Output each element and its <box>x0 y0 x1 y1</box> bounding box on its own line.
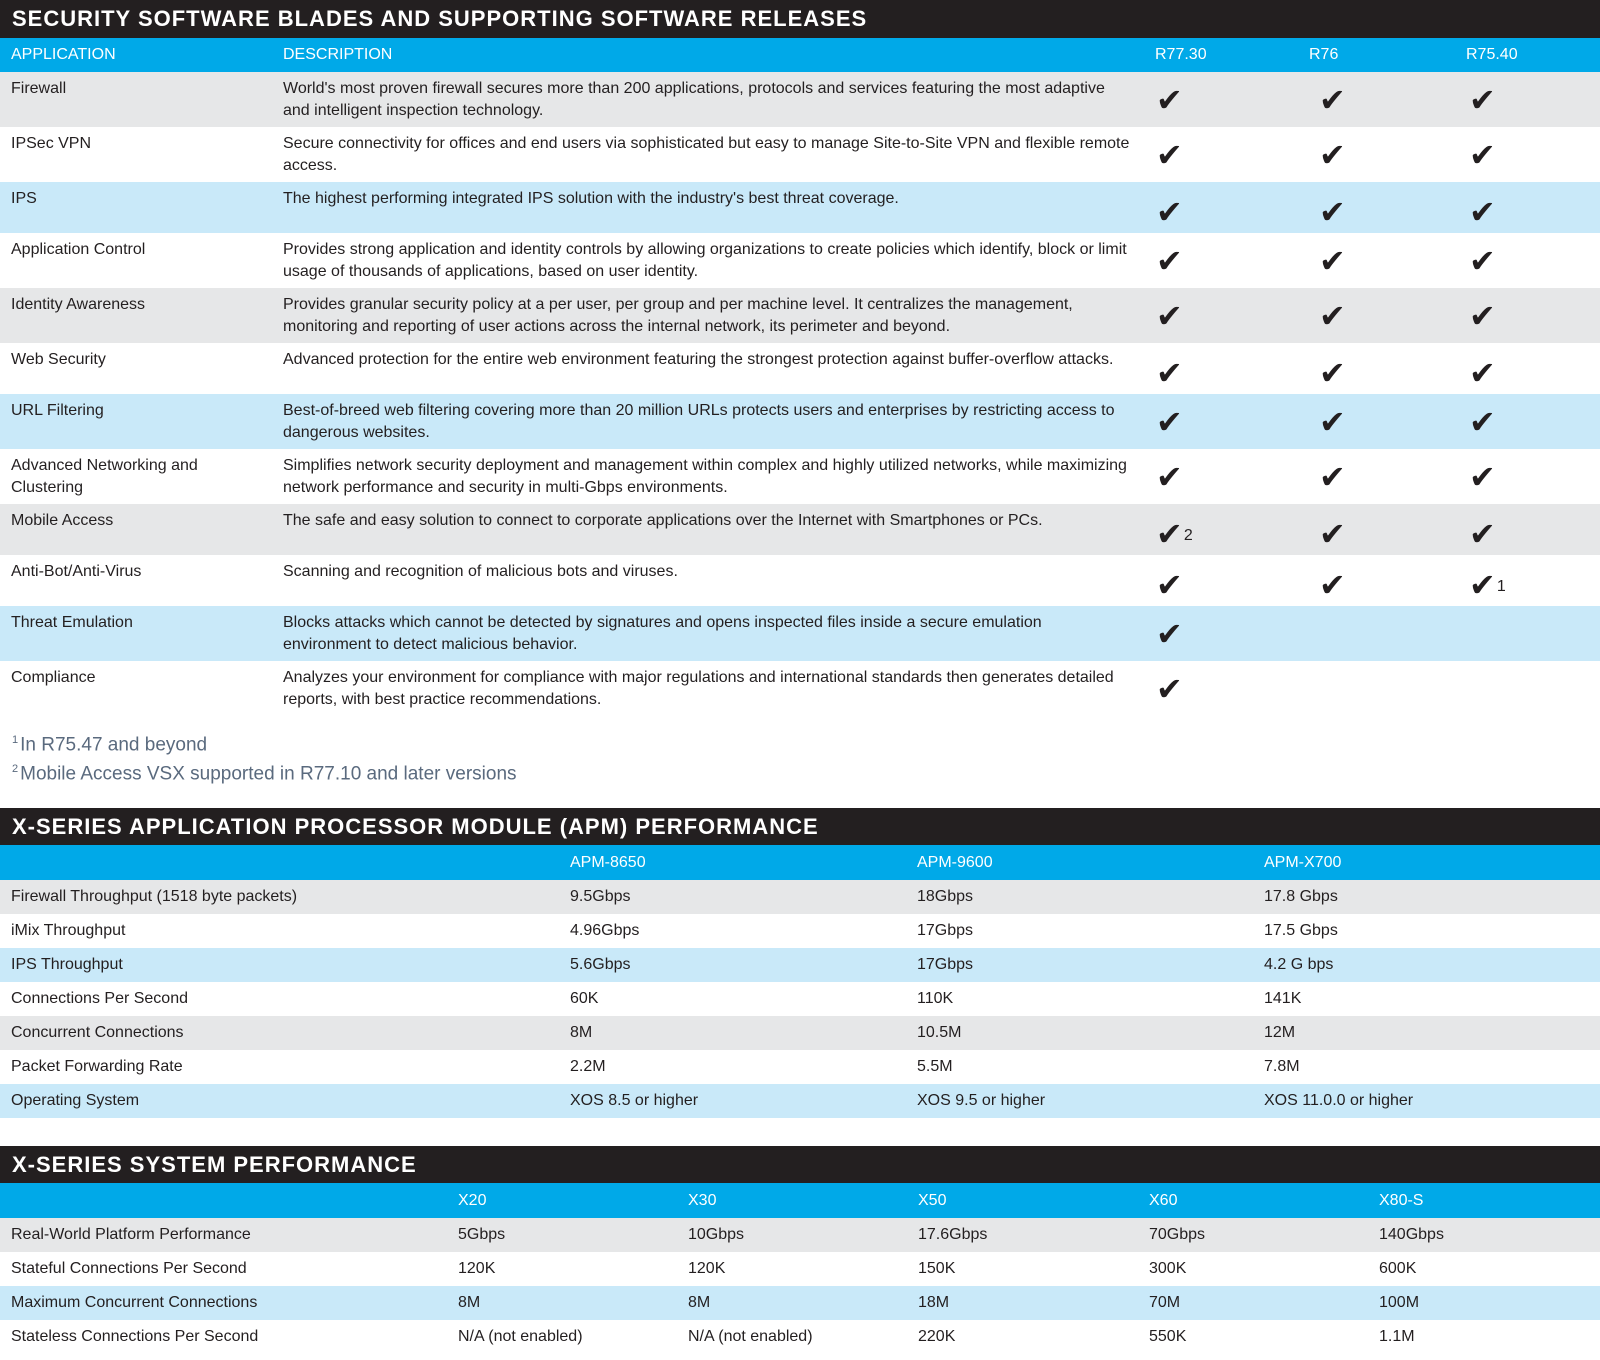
check-icon: ✔ <box>1469 458 1496 496</box>
app-name: Anti-Bot/Anti-Virus <box>11 563 142 580</box>
system-title: X-SERIES SYSTEM PERFORMANCE <box>0 1146 1600 1183</box>
metric-value: 550K <box>1149 1328 1187 1345</box>
metric-value: 600K <box>1379 1260 1417 1277</box>
metric-value: 120K <box>458 1260 496 1277</box>
metric-value: 7.8M <box>1264 1058 1300 1075</box>
footnote-number: 2 <box>12 763 19 775</box>
check-icon: ✔ <box>1469 193 1496 231</box>
header-apm-x700: APM-X700 <box>1264 853 1342 871</box>
app-description: Simplifies network security deployment and management within complex and highly utilized networks, while maximizing network performance and security in multi-Gbps environments. <box>283 457 1127 496</box>
app-description: The safe and easy solution to connect to corporate applications over the Internet with Smartphones or PCs. <box>283 512 1043 529</box>
check-icon: ✔ <box>1469 136 1496 174</box>
table-row <box>0 127 1600 182</box>
app-description: Blocks attacks which cannot be detected by signatures and opens inspected files inside a secure emulation environment to detect malicious behavior. <box>283 614 1042 653</box>
metric-label: iMix Throughput <box>11 922 126 939</box>
table-row <box>0 1252 1600 1286</box>
metric-value: 5.6Gbps <box>570 956 631 973</box>
metric-value: N/A (not enabled) <box>688 1328 813 1345</box>
table-row <box>0 880 1600 914</box>
app-name: Advanced Networking and Clustering <box>11 457 198 496</box>
app-name: Firewall <box>11 80 67 97</box>
check-icon: ✔ <box>1156 81 1183 119</box>
app-description: Best-of-breed web filtering covering more than 20 million URLs protects users and enterprises by restricting access to dangerous websites. <box>283 402 1115 441</box>
metric-label: Packet Forwarding Rate <box>11 1058 183 1075</box>
metric-value: 18M <box>918 1294 950 1311</box>
metric-value: 140Gbps <box>1379 1226 1444 1243</box>
metric-value: 2.2M <box>570 1058 606 1075</box>
table-row <box>0 1084 1600 1118</box>
system-section <box>0 1146 1600 1354</box>
footnote-ref: 2 <box>1183 527 1193 544</box>
system-header-row <box>0 1183 1600 1218</box>
metric-value: XOS 11.0.0 or higher <box>1264 1092 1414 1109</box>
table-row <box>0 1286 1600 1320</box>
header-application: APPLICATION <box>11 46 116 63</box>
header-x80s: X80-S <box>1379 1191 1424 1209</box>
check-icon: ✔ <box>1469 242 1496 280</box>
app-description: Provides granular security policy at a per user, per group and per machine level. It centralizes the management, monitoring and reporting of user actions across the internal network, its perimeter and beyond. <box>283 296 1073 335</box>
table-row <box>0 72 1600 127</box>
table-row <box>0 948 1600 982</box>
footnote-text: Mobile Access VSX supported in R77.10 and later versions <box>20 763 517 785</box>
header-x60: X60 <box>1149 1191 1178 1209</box>
metric-label: Firewall Throughput (1518 byte packets) <box>11 888 298 905</box>
table-row <box>0 555 1600 606</box>
metric-value: 150K <box>918 1260 956 1277</box>
check-icon: ✔ <box>1156 193 1183 231</box>
check-icon: ✔ <box>1156 297 1183 335</box>
metric-value: 8M <box>458 1294 481 1311</box>
table-row <box>0 288 1600 343</box>
header-description: DESCRIPTION <box>283 46 393 63</box>
app-name: Compliance <box>11 669 96 686</box>
metric-value: 17.8 Gbps <box>1264 888 1338 905</box>
app-description: Analyzes your environment for compliance with major regulations and international standards then generates detailed reports, with best practice recommendations. <box>283 669 1114 708</box>
table-row <box>0 343 1600 394</box>
metric-label: Concurrent Connections <box>11 1024 184 1041</box>
footnote-2 <box>0 763 517 785</box>
header-x20: X20 <box>458 1191 487 1209</box>
check-icon: ✔ <box>1156 615 1183 653</box>
check-icon: ✔ <box>1319 403 1346 441</box>
check-icon: ✔ <box>1156 670 1183 708</box>
check-icon: ✔ <box>1156 354 1183 392</box>
app-name: Application Control <box>11 241 146 258</box>
footnote-number: 1 <box>12 734 19 746</box>
table-row <box>0 394 1600 449</box>
metric-value: 9.5Gbps <box>570 888 631 905</box>
metric-value: 17.6Gbps <box>918 1226 988 1243</box>
check-icon: ✔ <box>1319 81 1346 119</box>
table-row <box>0 1050 1600 1084</box>
metric-value: 4.96Gbps <box>570 922 640 939</box>
header-r7540: R75.40 <box>1466 46 1518 63</box>
table-row <box>0 1320 1600 1354</box>
apm-title: X-SERIES APPLICATION PROCESSOR MODULE (APM) PERFORMANCE <box>0 808 1600 845</box>
header-apm-8650: APM-8650 <box>570 853 646 871</box>
metric-value: 17Gbps <box>917 956 974 973</box>
check-icon: ✔ <box>1319 136 1346 174</box>
check-icon: ✔ <box>1319 566 1346 604</box>
metric-value: N/A (not enabled) <box>458 1328 583 1345</box>
metric-value: 300K <box>1149 1260 1187 1277</box>
table-row <box>0 449 1600 504</box>
metric-value: 8M <box>570 1024 593 1041</box>
metric-value: XOS 9.5 or higher <box>917 1092 1046 1109</box>
metric-value: 110K <box>917 990 954 1007</box>
header-apm-9600: APM-9600 <box>917 853 993 871</box>
header-x50: X50 <box>918 1191 947 1209</box>
check-icon: ✔ <box>1469 354 1496 392</box>
table-row <box>0 233 1600 288</box>
check-icon: ✔ <box>1469 81 1496 119</box>
app-name: IPS <box>11 190 37 207</box>
check-icon: ✔ <box>1156 403 1183 441</box>
blades-header-row <box>0 38 1600 72</box>
footnote-text: In R75.47 and beyond <box>20 734 208 756</box>
metric-value: 70Gbps <box>1149 1226 1206 1243</box>
metric-value: 60K <box>570 990 599 1007</box>
metric-value: XOS 8.5 or higher <box>570 1092 699 1109</box>
app-name: Threat Emulation <box>11 614 133 631</box>
metric-value: 10Gbps <box>688 1226 745 1243</box>
check-icon: ✔ <box>1156 242 1183 280</box>
check-icon: ✔ <box>1156 136 1183 174</box>
check-icon: ✔ <box>1319 297 1346 335</box>
app-description: The highest performing integrated IPS solution with the industry's best threat coverage. <box>283 190 899 207</box>
check-icon: ✔ <box>1319 354 1346 392</box>
app-description: Secure connectivity for offices and end users via sophisticated but easy to manage Site-to-Site VPN and flexible remote access. <box>283 135 1130 174</box>
app-description: Provides strong application and identity controls by allowing organizations to create policies which identify, block or limit usage of thousands of applications, based on user identity. <box>283 241 1127 280</box>
check-icon: ✔ <box>1319 242 1346 280</box>
check-icon: ✔ <box>1469 566 1496 604</box>
metric-value: 12M <box>1264 1024 1296 1041</box>
table-row <box>0 661 1600 716</box>
check-icon: ✔ <box>1469 297 1496 335</box>
header-r7730: R77.30 <box>1155 46 1207 63</box>
check-icon: ✔ <box>1156 566 1183 604</box>
check-icon: ✔ <box>1319 458 1346 496</box>
app-description: Advanced protection for the entire web environment featuring the strongest protection against buffer-overflow attacks. <box>283 351 1114 368</box>
blades-title: SECURITY SOFTWARE BLADES AND SUPPORTING SOFTWARE RELEASES <box>0 0 1600 38</box>
metric-value: 17.5 Gbps <box>1264 922 1338 939</box>
table-row <box>0 1016 1600 1050</box>
app-name: URL Filtering <box>11 402 104 419</box>
metric-label: Operating System <box>11 1092 140 1109</box>
metric-label: IPS Throughput <box>11 956 123 973</box>
check-icon: ✔ <box>1469 403 1496 441</box>
metric-label: Stateless Connections Per Second <box>11 1328 259 1345</box>
metric-value: 18Gbps <box>917 888 974 905</box>
metric-value: 120K <box>688 1260 726 1277</box>
app-name: Mobile Access <box>11 512 114 529</box>
metric-value: 100M <box>1379 1294 1420 1311</box>
table-row <box>0 914 1600 948</box>
metric-value: 141K <box>1264 990 1302 1007</box>
metric-value: 70M <box>1149 1294 1181 1311</box>
metric-label: Stateful Connections Per Second <box>11 1260 247 1277</box>
table-row <box>0 606 1600 661</box>
header-r76: R76 <box>1309 46 1339 63</box>
metric-value: 5.5M <box>917 1058 953 1075</box>
check-icon: ✔ <box>1469 515 1496 553</box>
metric-label: Connections Per Second <box>11 990 188 1007</box>
app-name: Identity Awareness <box>11 296 146 313</box>
app-description: World's most proven firewall secures more than 200 applications, protocols and services featuring the most adaptive and intelligent inspection technology. <box>283 80 1105 119</box>
table-row <box>0 182 1600 233</box>
apm-header-row <box>0 845 1600 880</box>
check-icon: ✔ <box>1156 515 1183 553</box>
metric-label: Real-World Platform Performance <box>11 1226 251 1243</box>
table-row <box>0 1218 1600 1252</box>
check-icon: ✔ <box>1319 515 1346 553</box>
metric-value: 5Gbps <box>458 1226 506 1243</box>
metric-label: Maximum Concurrent Connections <box>11 1294 258 1311</box>
check-icon: ✔ <box>1156 458 1183 496</box>
check-icon: ✔ <box>1319 193 1346 231</box>
metric-value: 1.1M <box>1379 1328 1415 1345</box>
metric-value: 17Gbps <box>917 922 974 939</box>
apm-section <box>0 808 1600 1118</box>
metric-value: 8M <box>688 1294 711 1311</box>
table-row <box>0 504 1600 555</box>
metric-value: 10.5M <box>917 1024 962 1041</box>
app-name: Web Security <box>11 351 106 368</box>
metric-value: 220K <box>918 1328 956 1345</box>
footnote-1 <box>0 734 207 756</box>
header-x30: X30 <box>688 1191 717 1209</box>
table-row <box>0 982 1600 1016</box>
app-description: Scanning and recognition of malicious bots and viruses. <box>283 563 678 580</box>
metric-value: 4.2 G bps <box>1264 956 1334 973</box>
app-name: IPSec VPN <box>11 135 92 152</box>
footnote-ref: 1 <box>1496 578 1506 595</box>
